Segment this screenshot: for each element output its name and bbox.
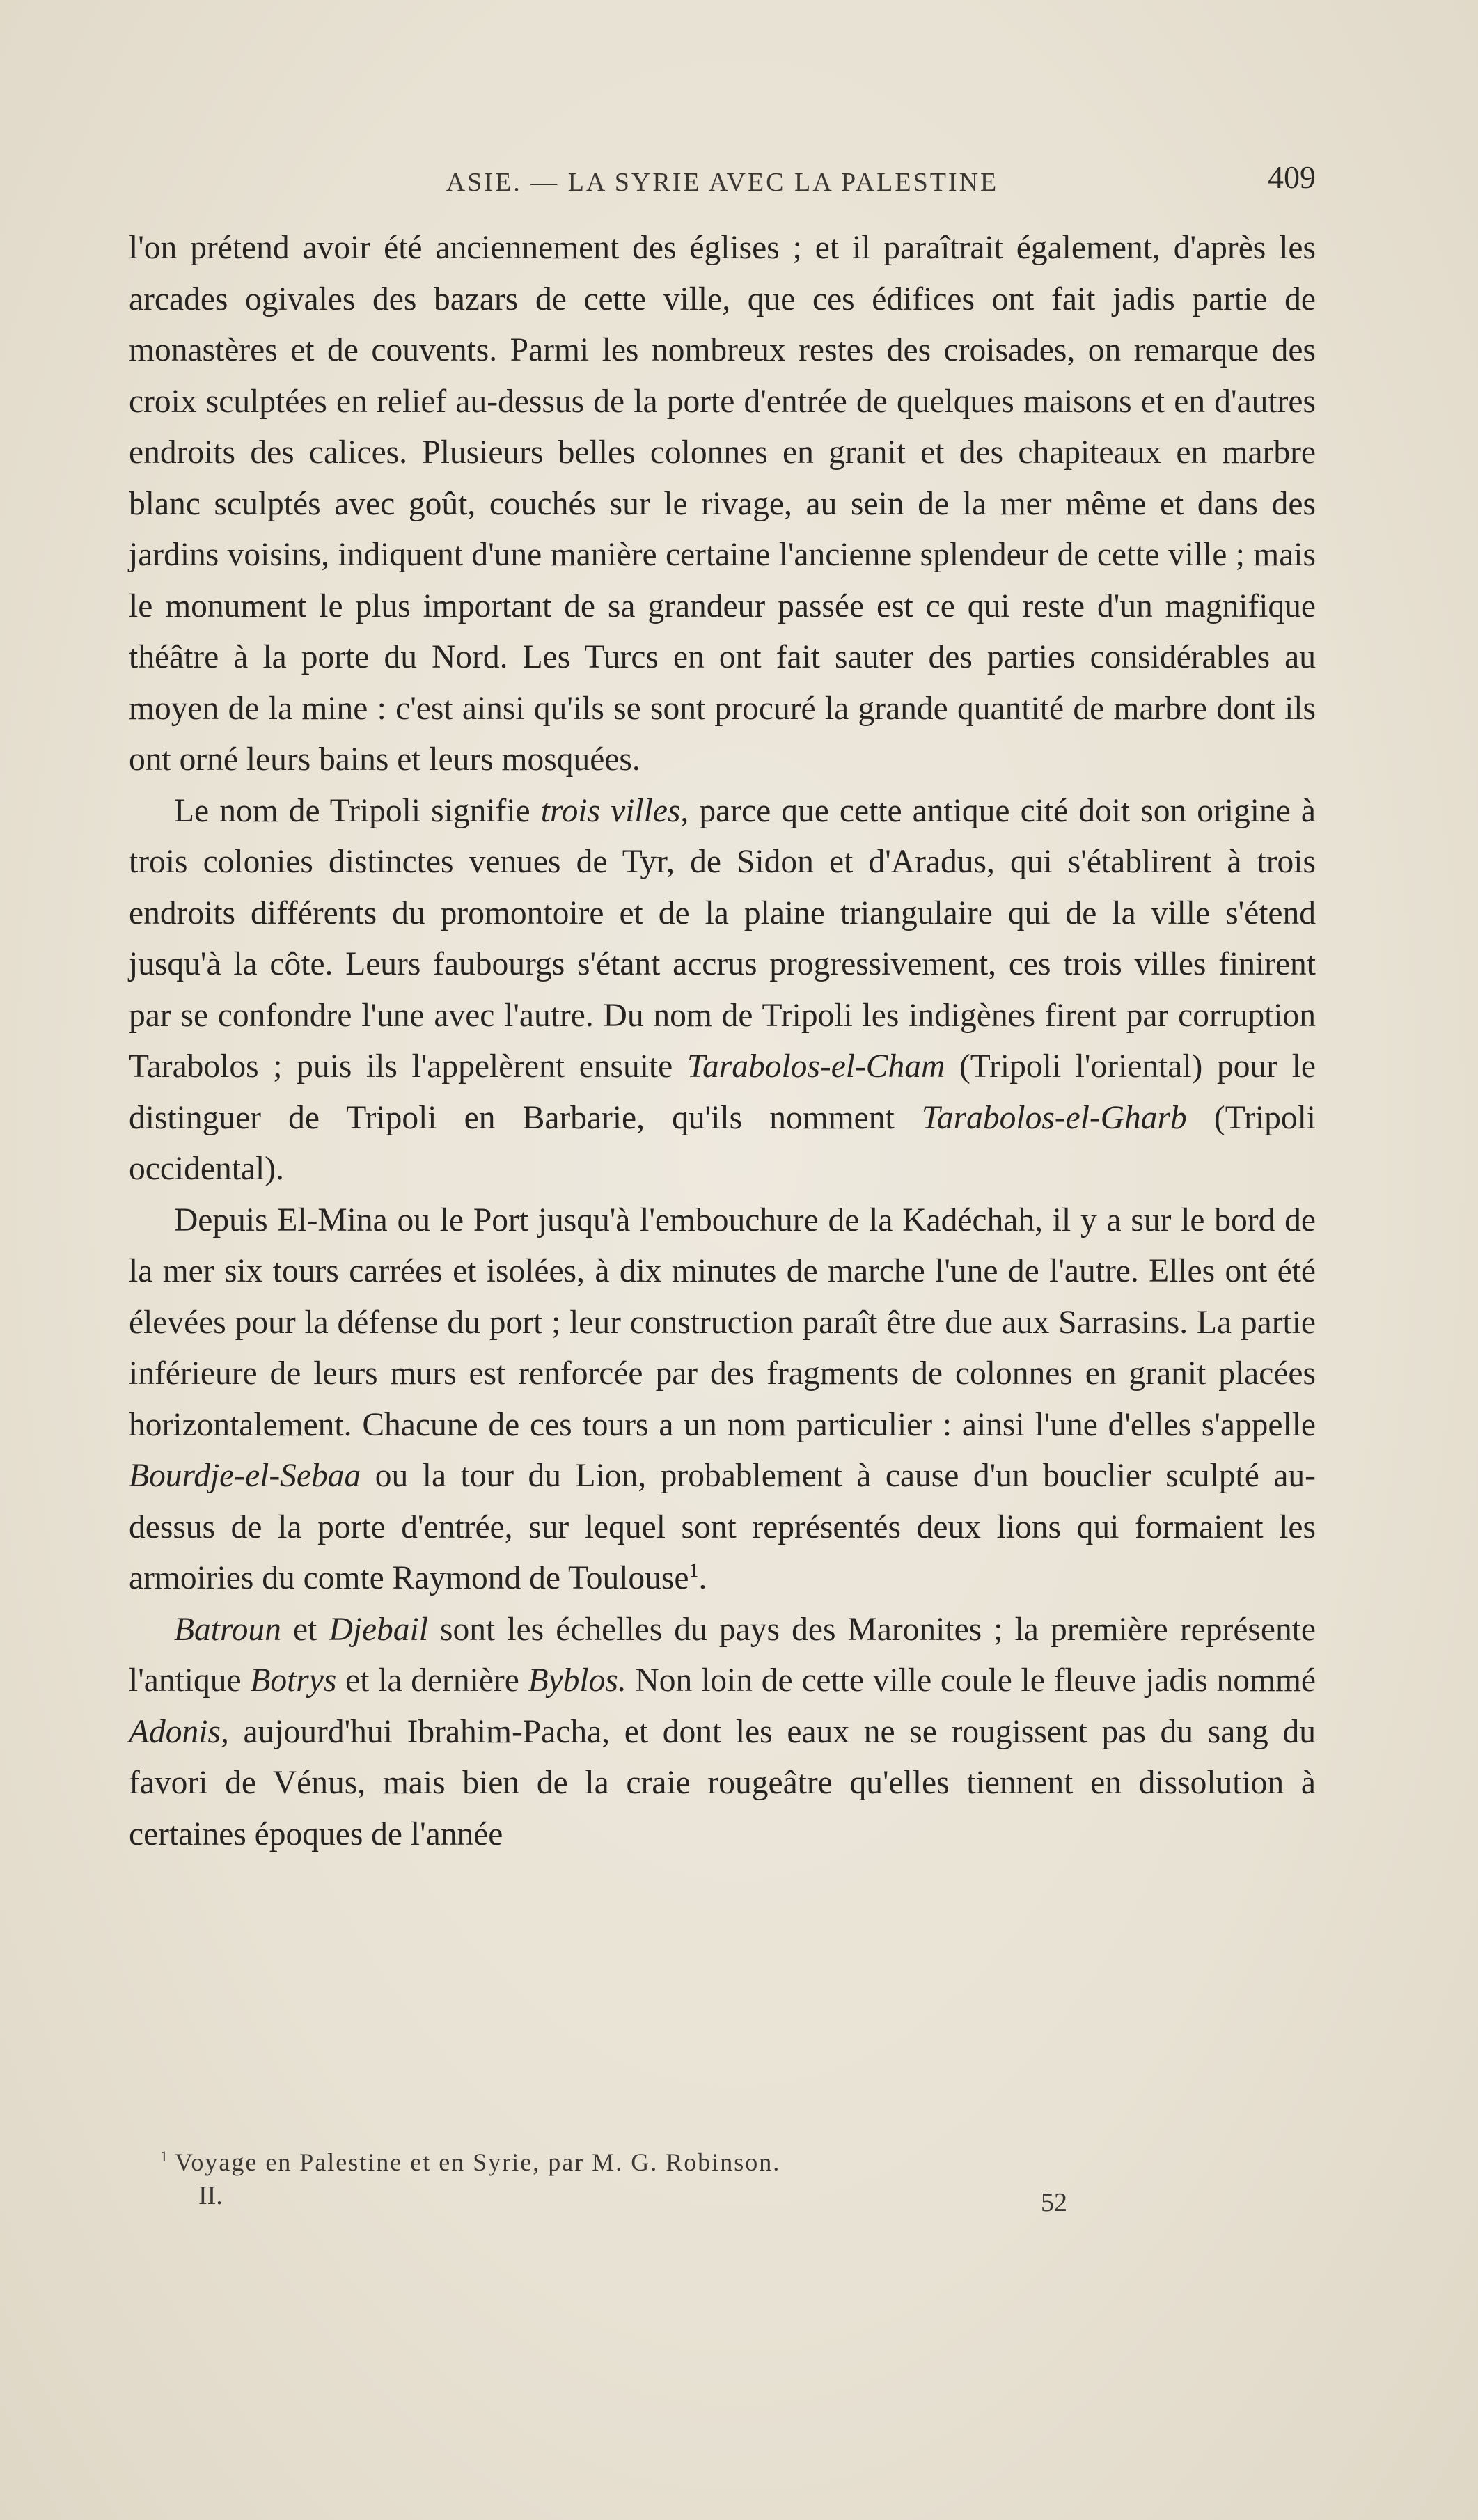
paragraph — [129, 1195, 1316, 1605]
italic-term: Tarabolos-el-Cham — [686, 1048, 945, 1085]
italic-term: Botrys — [250, 1662, 337, 1699]
text-run: parce que cette antique cité doit son origine à trois colonies distinctes venues de Tyr, de Sidon et d'Aradus, qui s'établirent à trois endroits différents du promontoire et de la plaine triangulaire qui de la ville s'étend jusqu'à la côte. Leurs faubourgs s'étant accrus progressivement, ces trois villes finirent par se confondre l'une avec l'autre. Du nom de Tripoli les indigènes firent par corruption Tarabolos ; puis ils l'appelèrent ensuite — [129, 792, 1316, 1085]
italic-term: trois villes, — [540, 792, 689, 829]
text-run: sont les échelles du pays des Maronites ; la première représente l'antique — [129, 1611, 1316, 1699]
italic-term: Tarabolos-el-Gharb — [921, 1099, 1187, 1136]
text-run: et la dernière — [336, 1662, 528, 1699]
italic-term: Adonis, — [129, 1713, 229, 1750]
text-run: . — [698, 1560, 707, 1596]
text-run: (Tripoli l'oriental) pour le distinguer de Tripoli en Barbarie, qu'ils nomment — [129, 1048, 1316, 1136]
text-run: Le nom de Tripoli signifie — [174, 792, 541, 829]
text-run: l'on prétend avoir été anciennement des églises ; et il paraîtrait également, d'après les arcades ogivales des bazars de cette ville, que ces édifices ont fait jadis partie de monastères et de couvents. Parmi les nombreux restes des croisades, on remarque des croix sculptées en relief au-dessus de la porte d'entrée de quelques maisons et en d'autres endroits des calices. Plusieurs belles colonnes en granit et des chapiteaux en marbre blanc sculptés avec goût, couchés sur le rivage, au sein de la mer même et dans des jardins voisins, indiquent d'une manière certaine l'ancienne splendeur de cette ville ; mais le monument le plus important de sa grandeur passée est ce qui reste d'un magnifique théâtre à la porte du Nord. Les Turcs en ont fait sauter des parties considérables au moyen de la mine : c'est ainsi qu'ils se sont procuré la grande quantité de marbre dont ils ont orné leurs bains et leurs mosquées. — [129, 230, 1316, 778]
footnote-text: Voyage en Palestine et en Syrie, par M. G. Robinson. — [175, 2148, 781, 2176]
text-run: aujourd'hui Ibrahim-Pacha, et dont les eaux ne se rougissent pas du sang du favori de Vénus, mais bien de la craie rougeâtre qu'elles tiennent en dissolution à certaines époques de l'année — [129, 1713, 1316, 1852]
paragraph — [129, 1605, 1316, 1861]
text-run: Depuis El-Mina ou le Port jusqu'à l'embouchure de la Kadéchah, il y a sur le bord de la mer six tours carrées et isolées, à dix minutes de marche l'une de l'autre. Elles ont été élevées pour la défense du port ; leur construction paraît être due aux Sarrasins. La partie inférieure de leurs murs est renforcée par des fragments de colonnes en granit placées horizontalement. Chacune de ces tours a un nom particulier : ainsi l'une d'elles s'appelle — [129, 1202, 1316, 1443]
page-number: 409 — [1268, 159, 1316, 195]
footnote-reference: 1 — [689, 1560, 699, 1582]
italic-term: Djebail — [329, 1611, 428, 1648]
italic-term: Byblos. — [528, 1662, 627, 1699]
text-run: et — [281, 1611, 329, 1648]
italic-term: Bourdje-el-Sebaa — [129, 1458, 361, 1494]
text-run: Non loin de cette ville coule le fleuve jadis nommé — [626, 1662, 1316, 1699]
page-header — [129, 159, 1316, 207]
footnote — [160, 2148, 1316, 2177]
running-head: ASIE. — LA SYRIE AVEC LA PALESTINE — [446, 168, 999, 197]
paragraph — [129, 786, 1316, 1195]
paragraph — [129, 223, 1316, 786]
footnote-marker: 1 — [160, 2148, 169, 2165]
text-run: (Tripoli occidental). — [129, 1099, 1316, 1187]
italic-term: Batroun — [174, 1611, 281, 1648]
signature-volume: II. — [198, 2181, 223, 2210]
text-run: ou la tour du Lion, probablement à cause d'un bouclier sculpté au-dessus de la porte d'entrée, sur lequel sont représentés deux lions qui formaient les armoiries du comte Raymond de Toulouse — [129, 1458, 1316, 1596]
signature-sheet: 52 — [1041, 2188, 1067, 2217]
body-text — [129, 223, 1316, 1860]
